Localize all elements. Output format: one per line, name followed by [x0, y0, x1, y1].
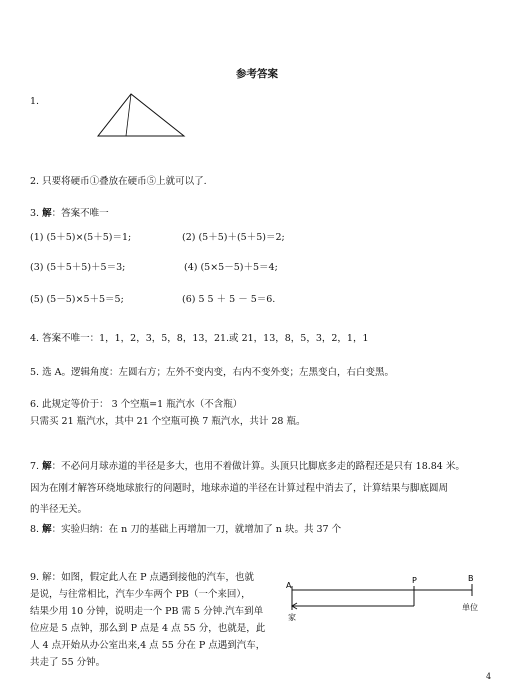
q1-number: 1.: [30, 96, 40, 107]
q3-number: 3.: [30, 208, 40, 219]
q5-answer: 5. 选 A。逻辑角度：左圆右方；左外不变内变，右内不变外变；左黑变白，右白变黑。: [30, 367, 394, 378]
q3-item-6: (6) 5 5 ＋ 5 － 5＝6.: [182, 294, 276, 305]
q6-line-2: 只需买 21 瓶汽水，其中 21 个空瓶可换 7 瓶汽水，共计 28 瓶。: [30, 416, 306, 427]
label-p: P: [412, 576, 417, 585]
q7-number: 7.: [30, 461, 40, 472]
q9-line-5: 人 4 点开始从办公室出来,4 点 55 分在 P 点遇到汽车，: [30, 640, 266, 651]
q3-note: ：答案不唯一: [51, 208, 109, 219]
q7-line-2: 因为在刚才解答环绕地球旅行的问题时，地球赤道的半径在计算过程中消去了，计算结果与脚底圆周: [30, 483, 449, 494]
q3-item-3: (3) (5＋5＋5)＋5＝3;: [30, 262, 126, 273]
q3-item-4: (4) (5×5－5)＋5＝4;: [184, 262, 278, 273]
q3-item-5: (5) (5－5)×5＋5＝5;: [30, 294, 124, 305]
q7-text-1: ：不必问月球赤道的半径是多大，也用不着做计算。头顶只比脚底多走的路程还是只有 18.84 米。: [51, 461, 465, 472]
q9-line-1: 9. 解：如图，假定此人在 P 点遇到接他的汽车，也就: [30, 572, 255, 583]
q3-item-2: (2) (5＋5)＋(5＋5)＝2;: [182, 232, 285, 243]
page-number: 4: [486, 672, 492, 681]
label-home: 家: [288, 613, 296, 622]
page-title: 参考答案: [236, 68, 278, 80]
q9-line-6: 共走了 55 分钟。: [30, 657, 106, 668]
q4-answer: 4. 答案不唯一：1，1，2，3，5，8，13，21.或 21，13，8，5，3，2，1，1: [30, 333, 369, 344]
label-unit: 单位: [462, 603, 478, 612]
q7-solution-label: 解: [42, 461, 52, 472]
q6-line-1: 6. 此规定等价于： 3 个空瓶=1 瓶汽水（不含瓶）: [30, 399, 243, 410]
q9-line-3: 结果少用 10 分钟，说明走一个 PB 需 5 分钟.汽车到单: [30, 606, 264, 617]
q8-answer: [30, 521, 341, 535]
q8-number: 8.: [30, 524, 40, 535]
q9-line-4: 位应是 5 点钟，那么到 P 点是 4 点 55 分，也就是，此: [30, 623, 266, 634]
triangle-figure: [96, 92, 186, 138]
route-diagram: [284, 572, 494, 632]
q3-item-1: (1) (5＋5)×(5＋5)＝1;: [30, 232, 132, 243]
q8-solution-label: 解: [42, 524, 52, 535]
label-b: B: [468, 574, 474, 583]
q8-text: ：实验归纳：在 n 刀的基础上再增加一刀，就增加了 n 块。共 37 个: [51, 524, 342, 535]
triangle-divider-line: [126, 94, 131, 136]
triangle-shape: [98, 94, 184, 136]
q7-line-1: [30, 458, 465, 472]
q3-heading: [30, 205, 109, 219]
q2-answer: 2. 只要将硬币①叠放在硬币⑤上就可以了.: [30, 176, 207, 187]
label-a: A: [286, 581, 292, 590]
q7-line-3: 的半径无关。: [30, 504, 88, 515]
q3-solution-label: 解: [42, 208, 52, 219]
q9-line-2: 是说，与往常相比，汽车少车两个 PB（一个来回），: [30, 589, 251, 600]
